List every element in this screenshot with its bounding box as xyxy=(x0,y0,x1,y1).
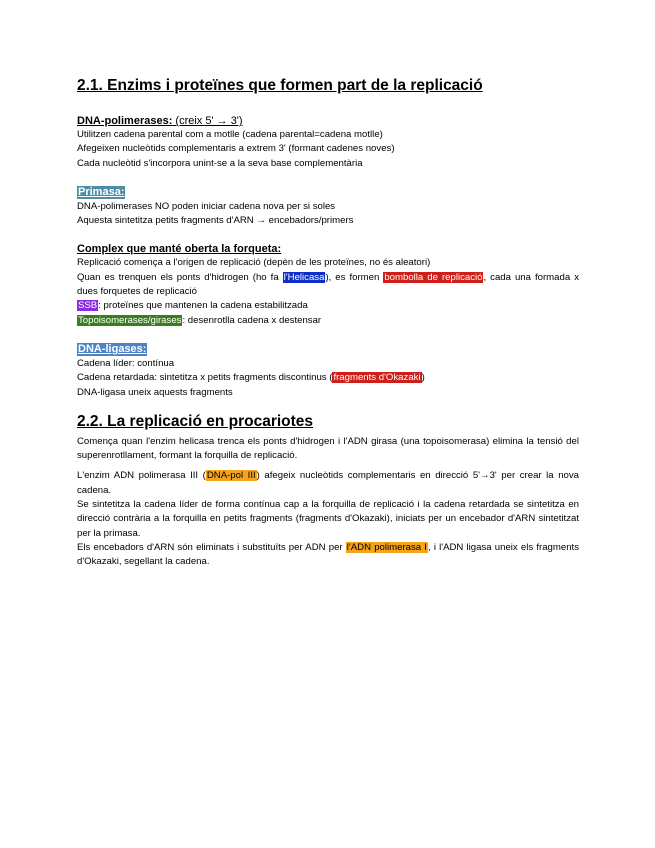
document-page xyxy=(77,76,579,570)
dna-polimerases-note: (creix 5' → 3') xyxy=(172,115,243,127)
highlight-helicasa: l'Helicasa xyxy=(283,271,325,283)
text-run: Cadena retardada: sintetitza x petits fragments discontinus ( xyxy=(77,372,333,384)
dna-polimerases-title xyxy=(77,114,579,128)
text-paragraph xyxy=(77,469,579,498)
section-dna-polimerases xyxy=(77,114,579,171)
text-line xyxy=(77,371,579,385)
text-paragraph xyxy=(77,541,579,570)
text-run: : desenrotlla cadena x destensar xyxy=(182,314,322,326)
text-line: Afegeixen nucleòtids complementaris a extrem 3' (formant cadenes noves) xyxy=(77,143,395,155)
highlight-bombolla: bombolla de replicació xyxy=(384,271,483,283)
highlight-dna-pol-iii: DNA-pol III xyxy=(206,470,256,482)
text-run: ), es formen xyxy=(325,271,384,283)
text-line: Cada nucleòtid s'incorpora unint-se a la seva base complementària xyxy=(77,157,363,169)
primasa-title: Primasa: xyxy=(78,185,125,198)
text-run: ) afegeix nucleòtids complementaris en direcció 5'→3' per crear la nova cadena. xyxy=(77,470,579,496)
text-line: Utilitzen cadena parental com a motlle (cadena parental=cadena motlle) xyxy=(77,129,383,140)
highlight-ssb: SSB xyxy=(78,300,98,312)
text-run: ) xyxy=(421,372,425,384)
highlight-okazaki: fragments d'Okazaki xyxy=(333,372,421,384)
text-run: , cada una formada x dues forquetes de replicació xyxy=(77,271,579,298)
text-line: Replicació comença a l'origen de replicació (depèn de les proteïnes, no és aleatori) xyxy=(77,257,431,269)
complex-title: Complex que manté oberta la forqueta: xyxy=(77,243,282,256)
text-line: Cadena líder: contínua xyxy=(77,357,175,369)
text-paragraph: Se sintetitza la cadena líder de forma contínua cap a la forquilla de replicació i la cadena retardada se sintetitza en direcció contrària a la forquilla en petits fragments (fragments d'Okazaki), iniciats per un encebador d'ARN sintetitzat per la primasa. xyxy=(77,499,579,539)
section-complex-forqueta xyxy=(77,242,579,327)
text-run: Quan es trenquen els ponts d'hidrogen (ho fa xyxy=(77,271,283,283)
highlight-topoisomerases: Topoisomerases/girases xyxy=(78,314,182,326)
text-line xyxy=(77,299,579,313)
section-procariotes xyxy=(77,435,579,570)
text-line: DNA-ligasa uneix aquests fragments xyxy=(77,386,233,398)
text-line: DNA-polimerases NO poden iniciar cadena nova per si soles xyxy=(77,200,336,212)
section-heading-enzims: 2.1. Enzims i proteïnes que formen part de la replicació xyxy=(77,77,483,94)
section-primasa xyxy=(77,185,579,229)
text-run: , i l'ADN ligasa uneix els fragments d'Okazaki, segellant la cadena. xyxy=(77,541,579,568)
section-heading-procariotes: 2.2. La replicació en procariotes xyxy=(77,412,314,430)
text-run: : proteïnes que mantenen la cadena estabilitzada xyxy=(98,300,308,312)
dna-ligases-title: DNA-ligases: xyxy=(78,342,147,355)
text-line xyxy=(77,314,579,328)
section-dna-ligases xyxy=(77,342,579,400)
highlight-adn-polimerasa-i: l'ADN polimerasa I xyxy=(346,541,427,553)
text-line: Aquesta sintetitza petits fragments d'ARN → encebadors/primers xyxy=(77,215,354,227)
text-run: L'enzim ADN polimerasa III ( xyxy=(77,470,206,482)
text-paragraph xyxy=(77,271,579,300)
dna-polimerases-title-text: DNA-polimerases: xyxy=(77,115,173,127)
text-run: Els encebadors d'ARN són eliminats i substituïts per ADN per xyxy=(77,541,346,553)
text-paragraph: Comença quan l'enzim helicasa trenca els ponts d'hidrogen i l'ADN girasa (una topoisomerasa) elimina la tensió del superenrotllament, formant la forquilla de replicació. xyxy=(77,435,579,462)
